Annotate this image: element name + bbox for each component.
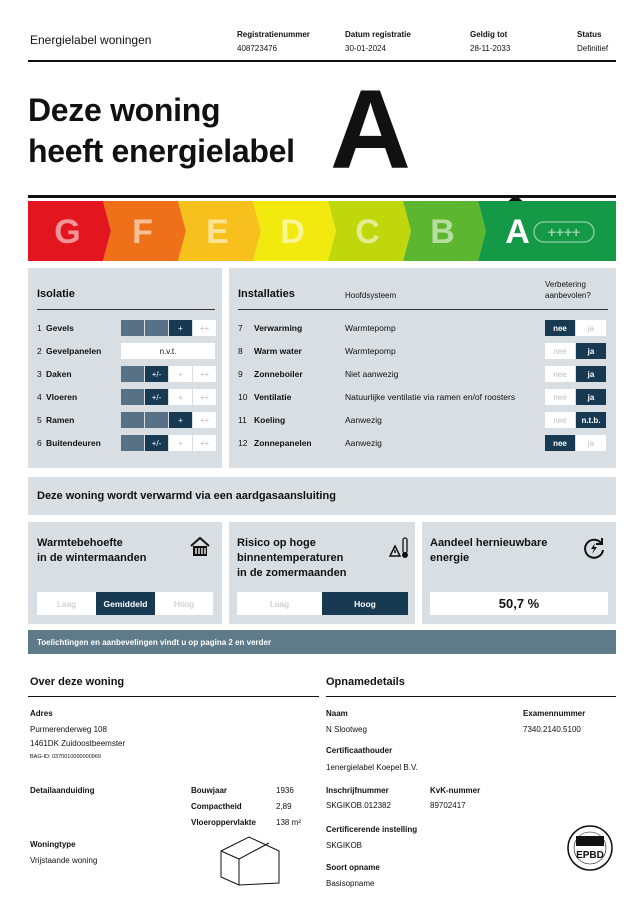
option-hoog: Hoog [322, 592, 408, 615]
row-label: Ramen [46, 415, 75, 425]
rating-cell: +/- [145, 389, 168, 405]
hoofdsysteem-value: Aanwezig [345, 415, 382, 425]
verbetering-header: Verbetering aanbevolen? [545, 280, 591, 300]
over-title: Over deze woning [30, 676, 125, 688]
hoofdsysteem-value: Natuurlijke ventilatie via ramen en/of roosters [345, 392, 516, 402]
rating-cell [121, 389, 144, 405]
inschrijfnummer-value: SKGIKOB.012382 [326, 801, 391, 810]
row-label: Ventilatie [254, 392, 292, 402]
installaties-title: Installaties [238, 288, 295, 300]
row-label: Gevelpanelen [46, 346, 102, 356]
row-number: 11 [238, 415, 247, 425]
installaties-panel [229, 268, 616, 468]
kvk-value: 89702417 [430, 801, 466, 810]
registratienummer: Registratienummer 408723476 [237, 30, 310, 53]
rating-cells [121, 435, 216, 451]
rating-cells [121, 320, 216, 336]
adres-line2: 1461DK Zuidoostbeemster [30, 739, 126, 748]
hoofdsysteem-header: Hoofdsysteem [345, 291, 397, 300]
scale-letter-c: C [355, 213, 380, 251]
option-hoog: Hoog [155, 592, 213, 615]
scale-top-border [28, 195, 616, 198]
detailaanduiding-label: Detailaanduiding [30, 786, 95, 795]
row-label: Gevels [46, 323, 74, 333]
installatie-row [238, 412, 538, 428]
toggle-ja: n.t.b. [576, 412, 606, 428]
svg-text:EPBD: EPBD [576, 850, 604, 861]
vloeroppervlakte-label: Vloeroppervlakte [191, 818, 256, 827]
row-number: 4 [37, 392, 42, 402]
rating-cell: +/- [145, 435, 168, 451]
woningtype-label: Woningtype [30, 840, 76, 849]
adres-label: Adres [30, 709, 53, 718]
rating-cell: + [169, 412, 192, 428]
certificerende-instelling-value: SKGIKOB [326, 841, 363, 850]
soort-opname-label: Soort opname [326, 863, 380, 872]
rating-cell: ++ [193, 412, 216, 428]
toelichting-text: Toelichtingen en aanbevelingen vindt u op pagina 2 en verder [37, 638, 272, 647]
rating-cell: + [169, 435, 192, 451]
rating-cell [145, 320, 168, 336]
bouwjaar-label: Bouwjaar [191, 786, 228, 795]
rating-cell: ++ [193, 366, 216, 382]
risico-selector [237, 592, 408, 615]
house-heat-icon [189, 536, 211, 558]
datum-registratie: Datum registratie 30-01-2024 [345, 30, 411, 53]
rating-cell: + [169, 366, 192, 382]
toggle-nee: nee [545, 343, 575, 359]
toggle-nee: nee [545, 435, 575, 451]
installatie-row [238, 320, 538, 336]
row-number: 7 [238, 323, 243, 333]
gas-text: Deze woning wordt verwarmd via een aardgasaansluiting [37, 490, 336, 502]
option-laag: Laag [237, 592, 322, 615]
installatie-row [238, 343, 538, 359]
kvk-label: KvK-nummer [430, 786, 481, 795]
row-number: 12 [238, 438, 248, 448]
row-number: 5 [37, 415, 42, 425]
option-laag: Laag [37, 592, 96, 615]
row-number: 8 [238, 346, 243, 356]
scale-letter-g: G [54, 213, 81, 251]
hoofdsysteem-value: Niet aanwezig [345, 369, 399, 379]
row-label: Zonneboiler [254, 369, 303, 379]
toggle-nee: nee [545, 366, 575, 382]
certificaathouder-label: Certificaathouder [326, 746, 393, 755]
rating-cell: + [169, 320, 192, 336]
row-label: Daken [46, 369, 72, 379]
hoofdsysteem-value: Aanwezig [345, 438, 382, 448]
installatie-row [238, 435, 538, 451]
toelichting-bar [28, 630, 616, 654]
row-number: 1 [37, 323, 42, 333]
thermometer-warning-icon [388, 536, 410, 560]
scale-letter-b: B [430, 213, 455, 251]
plus-label: ++++ [547, 224, 581, 240]
compactheid-value: 2,89 [276, 802, 292, 811]
geldig-tot: Geldig tot 28-11-2033 [470, 30, 511, 53]
scale-letter-f: F [132, 213, 153, 251]
toggle-ja: ja [576, 366, 606, 382]
rating-cell [121, 320, 144, 336]
warmtebehoefte-selector [37, 592, 213, 615]
examennummer-value: 7340.2140.5100 [523, 725, 581, 734]
installatie-row [238, 389, 538, 405]
hoofdsysteem-value: Warmtepomp [345, 323, 396, 333]
nvt-cell: n.v.t. [121, 343, 215, 359]
scale-letter-d: D [280, 213, 305, 251]
row-number: 10 [238, 392, 248, 402]
epbd-seal-logo [566, 824, 614, 872]
hoofdsysteem-value: Warmtepomp [345, 346, 396, 356]
rating-cell [121, 435, 144, 451]
certificaathouder-value: 1energielabel Koepel B.V. [326, 763, 418, 772]
naam-value: N Slootweg [326, 725, 367, 734]
status: Status Definitief [577, 30, 609, 53]
soort-opname-value: Basisopname [326, 879, 375, 888]
hero-label-letter: A [330, 67, 411, 192]
adres-line1: Purmerenderweg 108 [30, 725, 107, 734]
rating-cell: + [169, 389, 192, 405]
hero-title: Deze woning heeft energielabel [28, 92, 295, 169]
rating-cell: ++ [193, 435, 216, 451]
toggle-ja: ja [576, 343, 606, 359]
warmtebehoefte-title: Warmtebehoefte in de wintermaanden [37, 537, 147, 564]
toggle-ja: ja [576, 389, 606, 405]
rating-cell: +/- [145, 366, 168, 382]
toggle-nee: nee [545, 320, 575, 336]
vloeroppervlakte-value: 138 m² [276, 818, 301, 827]
hernieuwbaar-value: 50,7 % [430, 592, 608, 615]
rating-cells [121, 389, 216, 405]
opname-title: Opnamedetails [326, 676, 405, 688]
gas-panel [28, 477, 616, 515]
bag-id: BAG-ID: 0370010000000969 [30, 754, 101, 760]
scale-letter-e: E [206, 213, 229, 251]
isolatie-title: Isolatie [37, 288, 75, 300]
row-label: Verwarming [254, 323, 303, 333]
hernieuwbaar-panel [422, 522, 616, 624]
bouwjaar-value: 1936 [276, 786, 294, 795]
toggle-nee: nee [545, 412, 575, 428]
compactheid-label: Compactheid [191, 802, 242, 811]
woningtype-value: Vrijstaande woning [30, 856, 98, 865]
hernieuwbaar-title: Aandeel hernieuwbare energie [430, 537, 548, 564]
risico-title: Risico op hoge binnentemperaturen in de zomermaanden [237, 537, 347, 579]
certificerende-instelling-label: Certificerende instelling [326, 825, 418, 834]
installatie-row [238, 366, 538, 382]
rating-cell: ++ [193, 389, 216, 405]
row-label: Koeling [254, 415, 286, 425]
examennummer-label: Examennummer [523, 709, 586, 718]
row-number: 6 [37, 438, 42, 448]
detached-house-icon [219, 835, 281, 887]
option-gemiddeld: Gemiddeld [96, 592, 155, 615]
isolatie-panel [28, 268, 222, 468]
rating-cell [121, 412, 144, 428]
scale-letter-a: A [505, 213, 530, 251]
row-number: 3 [37, 369, 42, 379]
rating-cell: ++ [193, 320, 216, 336]
row-label: Warm water [254, 346, 302, 356]
naam-label: Naam [326, 709, 348, 718]
rating-cell [121, 366, 144, 382]
rating-cells [121, 366, 216, 382]
rating-cells [121, 412, 216, 428]
row-number: 2 [37, 346, 42, 356]
energy-label-scale [28, 195, 616, 263]
row-label: Zonnepanelen [254, 438, 312, 448]
renewable-cycle-icon [582, 536, 606, 560]
rating-cell [145, 412, 168, 428]
document-title: Energielabel woningen [30, 33, 152, 47]
row-label: Vloeren [46, 392, 78, 402]
inschrijfnummer-label: Inschrijfnummer [326, 786, 389, 795]
row-number: 9 [238, 369, 243, 379]
risico-panel [229, 522, 415, 624]
toggle-ja: ja [576, 320, 606, 336]
toggle-nee: nee [545, 389, 575, 405]
row-label: Buitendeuren [46, 438, 101, 448]
header-divider [28, 60, 616, 62]
warmtebehoefte-panel [28, 522, 222, 624]
toggle-ja: ja [576, 435, 606, 451]
